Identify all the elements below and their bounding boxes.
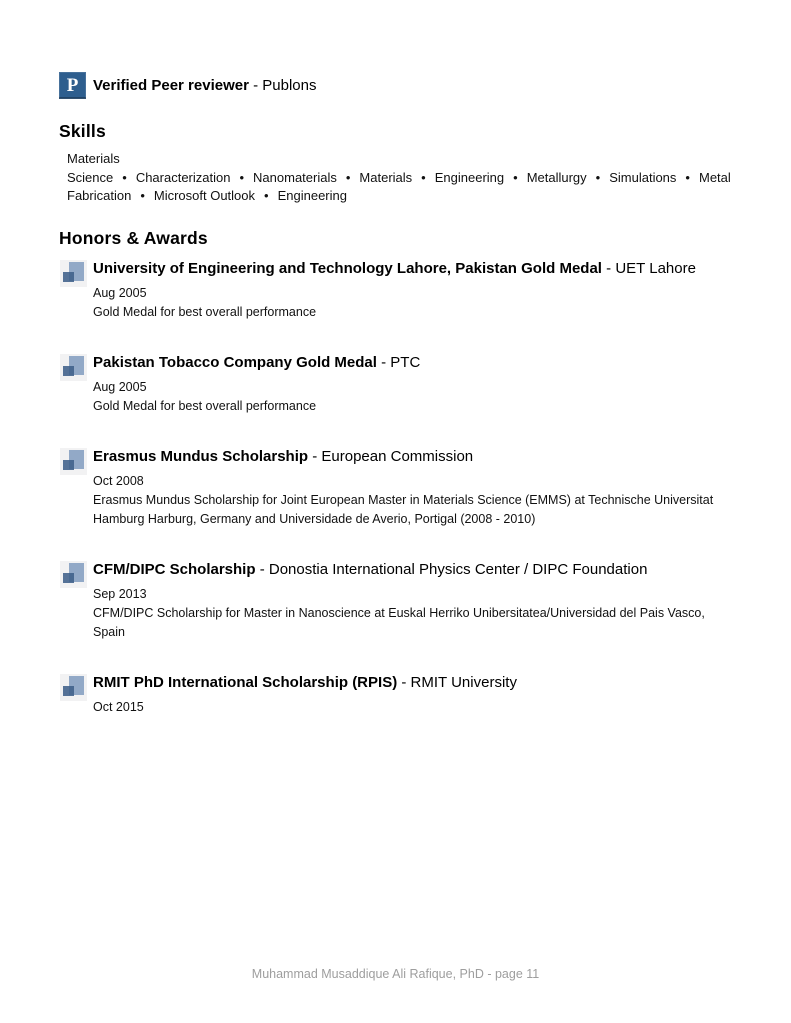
skill-item: Simulations xyxy=(609,169,677,185)
award-placeholder-icon xyxy=(60,448,87,475)
skill-item: Engineering xyxy=(277,188,347,203)
award-description: Gold Medal for best overall performance xyxy=(93,398,317,413)
icon-dark-rect xyxy=(63,366,74,376)
dash-separator: - xyxy=(253,77,259,94)
award-placeholder-icon xyxy=(60,561,87,588)
award-placeholder-icon xyxy=(60,260,87,287)
page-footer: Muhammad Musaddique Ali Rafique, PhD - page 11 xyxy=(251,967,540,981)
dash-separator: - xyxy=(312,447,318,465)
award-entry xyxy=(60,258,791,322)
bullet-separator: • xyxy=(513,169,518,185)
award-title-line xyxy=(93,258,715,280)
peer-review-row xyxy=(0,0,791,99)
award-description: Gold Medal for best overall performance xyxy=(93,304,317,319)
award-placeholder-icon xyxy=(60,354,87,381)
dash-separator: - xyxy=(381,353,387,371)
bullet-separator: • xyxy=(239,169,245,185)
award-title-line xyxy=(93,352,715,374)
bullet-separator: • xyxy=(685,169,690,185)
award-body xyxy=(93,559,715,642)
award-date: Aug 2005 xyxy=(93,379,147,394)
icon-dark-rect xyxy=(63,460,74,470)
bullet-separator: • xyxy=(421,169,426,185)
award-date: Aug 2005 xyxy=(93,285,147,300)
award-title: RMIT PhD International Scholarship (RPIS) xyxy=(93,673,398,691)
award-body xyxy=(93,672,715,717)
award-date: Oct 2008 xyxy=(93,473,144,488)
honors-awards-heading: Honors & Awards xyxy=(59,227,208,248)
award-title: CFM/DIPC Scholarship xyxy=(93,560,256,578)
skill-item: Engineering xyxy=(434,169,505,185)
icon-dark-rect xyxy=(63,573,74,583)
award-body xyxy=(93,446,715,529)
award-entry xyxy=(60,446,791,529)
award-title-line xyxy=(93,446,715,468)
skill-item: Characterization xyxy=(135,169,231,185)
bullet-separator: • xyxy=(264,188,269,203)
award-body xyxy=(93,258,715,322)
award-title: University of Engineering and Technology Lahore, Pakistan Gold Medal xyxy=(93,259,602,277)
icon-dark-rect xyxy=(63,686,74,696)
dash-separator: - xyxy=(401,673,407,691)
award-description: Erasmus Mundus Scholarship for Joint European Master in Materials Science (EMMS) at Technische Universitat Hamburg Harburg, Germany and Universidade de Averio, Portigal (2008 - 2010) xyxy=(93,492,714,526)
skill-item: Metal Fabrication xyxy=(67,169,731,203)
skills-list xyxy=(67,150,731,206)
bullet-separator: • xyxy=(595,169,601,185)
bullet-separator: • xyxy=(345,169,351,185)
award-title: Erasmus Mundus Scholarship xyxy=(93,447,309,465)
award-title: Pakistan Tobacco Company Gold Medal xyxy=(93,353,377,371)
peer-review-label: Verified Peer reviewer xyxy=(93,77,249,94)
skill-item: Microsoft Outlook xyxy=(153,188,256,203)
award-entry xyxy=(60,352,791,416)
award-organization: Donostia International Physics Center / DIPC Foundation xyxy=(268,560,648,578)
award-date: Oct 2015 xyxy=(93,699,144,714)
awards-list xyxy=(0,258,791,717)
skills-heading: Skills xyxy=(59,121,106,141)
award-placeholder-icon xyxy=(60,674,87,701)
skill-item: Metallurgy xyxy=(526,169,587,185)
award-body xyxy=(93,352,715,416)
dash-separator: - xyxy=(606,259,612,277)
award-entry xyxy=(60,559,791,642)
skill-item: Nanomaterials xyxy=(253,169,337,185)
peer-review-organization: Publons xyxy=(262,77,317,94)
award-title-line xyxy=(93,559,715,581)
award-organization: RMIT University xyxy=(410,673,517,691)
award-organization: European Commission xyxy=(321,447,474,465)
award-title-line xyxy=(93,672,715,694)
skill-item: Materials Science xyxy=(67,151,120,185)
award-organization: PTC xyxy=(390,353,421,371)
award-description: CFM/DIPC Scholarship for Master in Nanoscience at Euskal Herriko Unibersitatea/Universidad del Pais Vasco, Spain xyxy=(93,605,705,639)
dash-separator: - xyxy=(259,560,265,578)
icon-dark-rect xyxy=(63,272,74,282)
award-organization: UET Lahore xyxy=(615,259,696,277)
bullet-separator: • xyxy=(122,169,127,185)
bullet-separator: • xyxy=(140,188,145,203)
award-entry xyxy=(60,672,791,717)
skill-item: Materials xyxy=(359,169,413,185)
peer-review-title xyxy=(93,77,317,94)
award-date: Sep 2013 xyxy=(93,586,147,601)
publons-logo-icon: P xyxy=(59,72,86,99)
